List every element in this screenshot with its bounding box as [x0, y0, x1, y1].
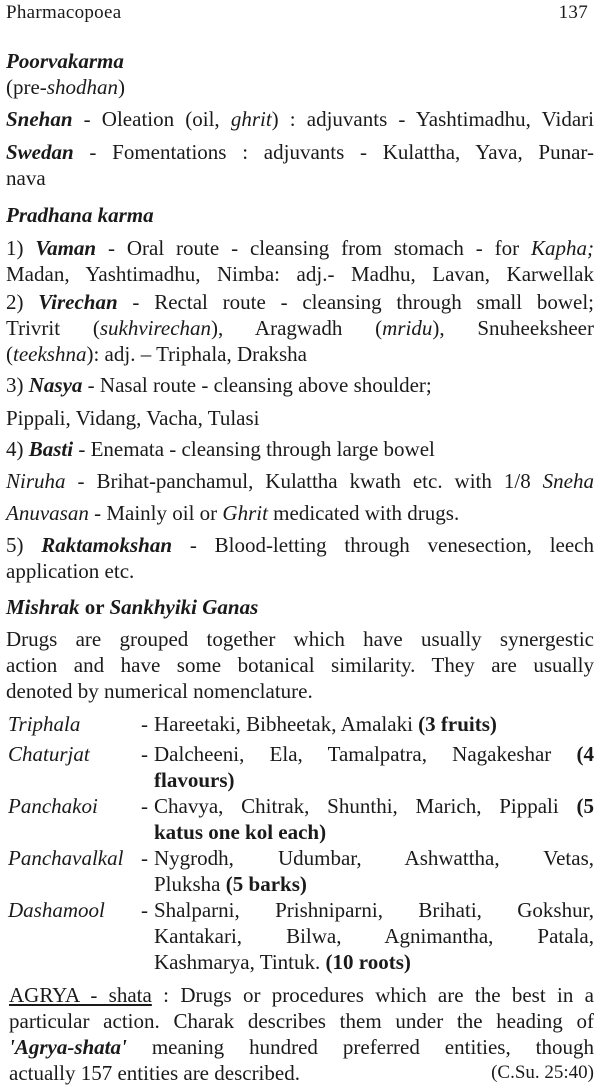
- entry-nasya: [6, 372, 594, 398]
- text-segment: Virechan: [38, 290, 118, 314]
- mishrak-para-line: action and have some botanical similarity. They are usually: [6, 653, 594, 677]
- text-segment: Hareetaki, Bibheetak, Amalaki: [154, 712, 419, 736]
- text-segment: - Oleation (oil,: [72, 107, 231, 131]
- text-segment: (5 barks): [225, 872, 307, 896]
- text-segment: (pre-: [6, 75, 47, 99]
- text-segment: 4): [6, 437, 29, 461]
- text-segment: mridu: [382, 316, 433, 340]
- text-segment: Sneha: [542, 469, 594, 493]
- text-segment: ): adj. – Triphala, Draksha: [86, 342, 307, 366]
- text-segment: ghrit: [230, 107, 272, 131]
- text-segment: [154, 711, 594, 737]
- gana-term: Panchavalkal: [8, 846, 124, 870]
- text-segment: Chavya, Chitrak, Shunthi, Marich, Pippali: [154, 794, 577, 818]
- text-segment: (5: [576, 794, 594, 818]
- text-segment: Nasya: [28, 373, 83, 397]
- agrya-para-line: [9, 1034, 594, 1060]
- text-segment: Trivrit (: [6, 316, 100, 340]
- text-segment: Snehan: [6, 107, 73, 131]
- citation: (C.Su. 25:40): [491, 1062, 594, 1083]
- entry-snehan: [6, 106, 594, 132]
- text-segment: katus one kol each): [154, 820, 327, 844]
- entry-virechan: [6, 289, 594, 315]
- text-segment: (3 fruits): [418, 712, 497, 736]
- text-segment: (10 roots): [325, 950, 411, 974]
- text-segment: (4: [576, 742, 594, 766]
- text-segment: or: [79, 595, 110, 619]
- text-segment: [154, 741, 594, 767]
- text-segment: shodhan: [46, 75, 118, 99]
- page-number: 137: [558, 2, 588, 23]
- entry-swedan-cont: nava: [6, 166, 46, 190]
- text-segment: -: [141, 712, 148, 736]
- agrya-para-line: particular action. Charak describes them under the heading of: [9, 1009, 594, 1033]
- text-segment: flavours): [154, 768, 235, 792]
- text-segment: sukhvirechan: [99, 316, 212, 340]
- chapter-title: Pharmacopoea: [6, 2, 122, 23]
- entry-virechan-cont: [6, 315, 594, 341]
- text-segment: -: [141, 794, 148, 818]
- gana-term: Dashamool: [8, 898, 105, 922]
- entry-anuvasan: [6, 500, 594, 526]
- text-segment: Basti: [28, 437, 74, 461]
- text-segment: ): [118, 75, 125, 99]
- text-segment: Mishrak: [6, 595, 80, 619]
- text-segment: - Rectal route - cleansing through small bowel;: [117, 290, 594, 314]
- text-segment: Swedan: [6, 140, 74, 164]
- text-segment: ), Aragwadh (: [211, 316, 383, 340]
- heading-mishrak: [6, 594, 594, 620]
- text-segment: actually 157 entities are described.: [9, 1061, 300, 1085]
- text-segment: : Drugs or procedures which are the best in a: [151, 983, 594, 1007]
- text-segment: - Nasal route - cleansing above shoulder;: [82, 373, 432, 397]
- entry-raktamokshan: [6, 532, 594, 558]
- agrya-term: AGRYA - shata: [9, 983, 152, 1007]
- text-segment: teekshna: [13, 342, 87, 366]
- text-segment: - Brihat-panchamul, Kulattha kwath etc. with 1/8: [65, 469, 543, 493]
- gana-term: Chaturjat: [8, 742, 90, 766]
- running-header: [6, 0, 594, 26]
- text-segment: Dalcheeni, Ela, Tamalpatra, Nagakeshar: [154, 742, 577, 766]
- text-segment: 1): [6, 236, 36, 260]
- heading-pradhana-karma: Pradhana karma: [6, 203, 154, 227]
- text-segment: 'Agrya-shata': [9, 1035, 127, 1059]
- text-segment: ), Snuheeksheer: [432, 316, 594, 340]
- text-segment: Pluksha: [154, 872, 226, 896]
- text-segment: Raktamokshan: [41, 533, 173, 557]
- entry-nasya-cont: Pippali, Vidang, Vacha, Tulasi: [6, 406, 260, 430]
- text-segment: Kapha;: [531, 236, 594, 260]
- text-segment: [154, 949, 594, 975]
- text-segment: [154, 871, 594, 897]
- text-segment: ) : adjuvants - Yashtimadhu, Vidari: [271, 107, 594, 131]
- text-segment: - Oral route - cleansing from stomach - for: [96, 236, 531, 260]
- mishrak-para-line: denoted by numerical nomenclature.: [6, 679, 313, 703]
- text-segment: Ghrit: [222, 501, 268, 525]
- gana-term: Panchakoi: [8, 794, 98, 818]
- entry-basti: [6, 436, 594, 462]
- text-segment: Kashmarya, Tintuk.: [154, 950, 326, 974]
- agrya-para: [9, 982, 594, 1008]
- text-segment: Nygrodh, Udumbar, Ashwattha, Vetas,: [154, 846, 594, 870]
- text-segment: - Mainly oil or: [88, 501, 223, 525]
- text-segment: [154, 793, 594, 819]
- text-segment: Shalparni, Prishniparni, Brihati, Gokshur,: [154, 898, 594, 922]
- entry-raktamokshan-cont: application etc.: [6, 559, 135, 583]
- subheading-pre-shodhan: [6, 74, 594, 100]
- entry-virechan-cont2: [6, 341, 594, 367]
- gana-term: Triphala: [8, 712, 81, 736]
- entry-niruha: [6, 468, 594, 494]
- text-segment: meaning hundred preferred entities, though: [126, 1035, 594, 1059]
- text-segment: Anuvasan: [6, 501, 89, 525]
- entry-vaman: [6, 235, 594, 261]
- text-segment: -: [141, 846, 148, 870]
- entry-swedan: [6, 139, 594, 165]
- text-segment: -: [141, 898, 148, 922]
- text-segment: 5): [6, 533, 42, 557]
- text-segment: 3): [6, 373, 29, 397]
- heading-poorvakarma: Poorvakarma: [6, 49, 124, 73]
- entry-vaman-cont: Madan, Yashtimadhu, Nimba: adj.- Madhu, Lavan, Karwellak: [6, 262, 594, 286]
- text-segment: Vaman: [35, 236, 97, 260]
- text-segment: 2): [6, 290, 39, 314]
- text-segment: Kantakari, Bilwa, Agnimantha, Patala,: [154, 924, 594, 948]
- text-segment: -: [141, 742, 148, 766]
- agrya-para-line: [9, 1060, 594, 1086]
- text-segment: - Blood-letting through venesection, leech: [172, 533, 594, 557]
- text-segment: - Fomentations : adjuvants - Kulattha, Yava, Punar-: [73, 140, 594, 164]
- text-segment: Niruha: [6, 469, 66, 493]
- text-segment: - Enemata - cleansing through large bowel: [73, 437, 435, 461]
- mishrak-para-line: Drugs are grouped together which have usually synergestic: [6, 627, 594, 651]
- text-segment: Sankhyiki Ganas: [109, 595, 259, 619]
- text-segment: (: [6, 342, 13, 366]
- text-segment: medicated with drugs.: [267, 501, 460, 525]
